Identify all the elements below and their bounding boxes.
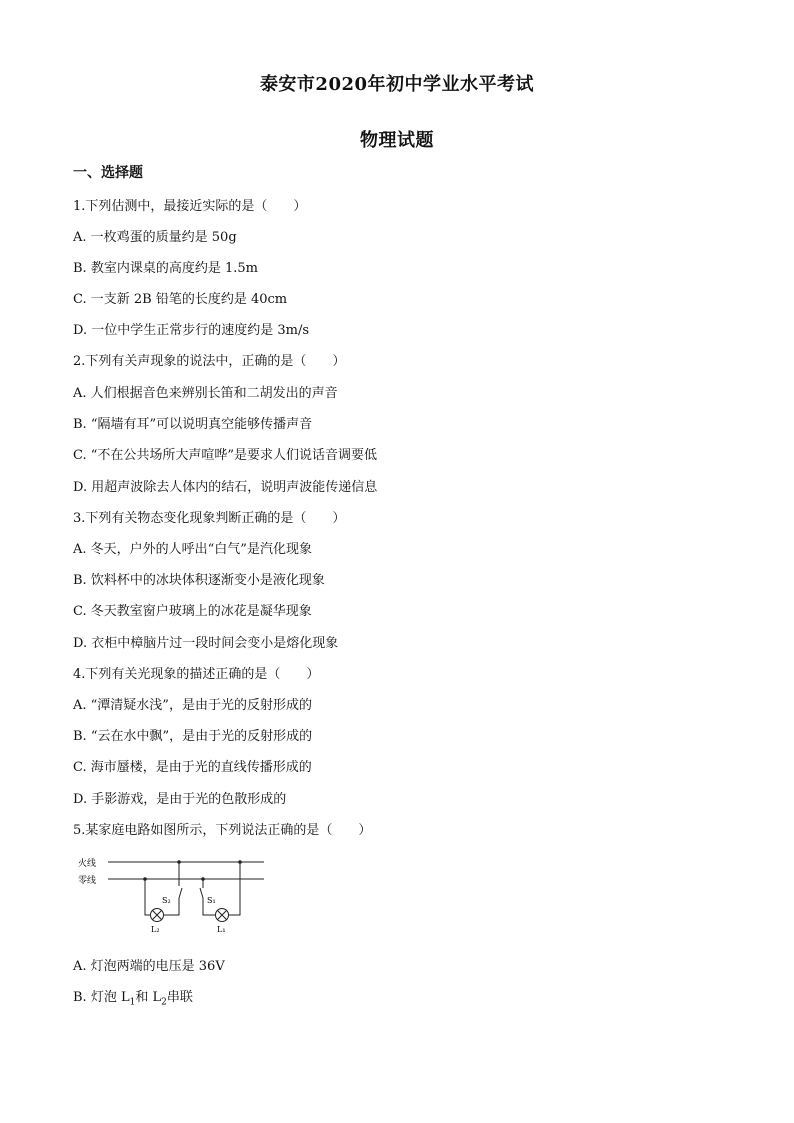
question-1-stem: 1.下列估测中，最接近实际的是（ ）: [73, 199, 307, 214]
question-3-option-c: C. 冬天教室窗户玻璃上的冰花是凝华现象: [73, 604, 312, 619]
right-branch-wire: [229, 862, 240, 915]
question-1-option-a: A. 一枚鸡蛋的质量约是 50g: [73, 230, 237, 245]
question-1-option-b: B. 教室内课桌的高度约是 1.5m: [73, 261, 258, 276]
question-3-option-d: D. 衣柜中樟脑片过一段时间会变小是熔化现象: [73, 636, 339, 651]
switch-s1-icon: [200, 888, 203, 898]
lamp-l1-label: L₁: [217, 925, 226, 934]
question-4-option-d: D. 手影游戏，是由于光的色散形成的: [73, 792, 287, 807]
exam-subtitle: 物理试题: [360, 130, 434, 151]
q5-option-b-prefix: B. 灯泡 L: [73, 990, 130, 1005]
question-2-option-a: A. 人们根据音色来辨别长笛和二胡发出的声音: [73, 386, 338, 401]
question-4-option-a: A. “潭清疑水浅”，是由于光的反射形成的: [73, 698, 312, 713]
neutral-wire-label: 零线: [78, 876, 97, 886]
question-1-option-d: D. 一位中学生正常步行的速度约是 3m/s: [73, 323, 310, 338]
question-2-option-c: C. “不在公共场所大声喧哗”是要求人们说话音调要低: [73, 448, 378, 463]
lamp-l2-label: L₂: [151, 925, 160, 934]
live-wire-label: 火线: [78, 859, 97, 869]
question-2-option-d: D. 用超声波除去人体内的结石，说明声波能传递信息: [73, 480, 378, 495]
q5-option-b-sub1: 1: [129, 997, 136, 1008]
question-3-option-b: B. 饮料杯中的冰块体积逐渐变小是液化现象: [73, 573, 325, 588]
q5-option-b-mid: 和 L: [135, 990, 162, 1005]
question-3-stem: 3.下列有关物态变化现象判断正确的是（ ）: [73, 511, 346, 526]
circuit-diagram: [78, 852, 278, 934]
question-4-option-c: C. 海市蜃楼，是由于光的直线传播形成的: [73, 760, 312, 775]
exam-title: 泰安市2020年初中学业水平考试: [259, 74, 535, 95]
q5-option-b-sub2: 2: [161, 997, 167, 1008]
question-2-option-b: B. “隔墙有耳”可以说明真空能够传播声音: [73, 417, 313, 432]
question-5-option-b: [73, 986, 193, 1008]
section-heading: 一、选择题: [73, 165, 143, 181]
question-5-option-a: A. 灯泡两端的电压是 36V: [73, 959, 225, 974]
q5-option-b-suffix: 串联: [166, 990, 193, 1005]
switch-s2-icon: [179, 888, 182, 898]
switch-s1-label: S₁: [207, 896, 216, 905]
question-5-stem: 5.某家庭电路如图所示，下列说法正确的是（ ）: [73, 823, 372, 838]
switch-s2-label: S₂: [162, 896, 171, 905]
question-1-option-c: C. 一支新 2B 铅笔的长度约是 40cm: [73, 292, 288, 307]
question-3-option-a: A. 冬天，户外的人呼出“白气”是汽化现象: [73, 542, 312, 557]
question-4-option-b: B. “云在水中飘”，是由于光的反射形成的: [73, 729, 313, 744]
question-2-stem: 2.下列有关声现象的说法中，正确的是（ ）: [73, 354, 346, 369]
left-branch-wire: [145, 879, 150, 915]
question-4-stem: 4.下列有关光现象的描述正确的是（ ）: [73, 667, 320, 682]
